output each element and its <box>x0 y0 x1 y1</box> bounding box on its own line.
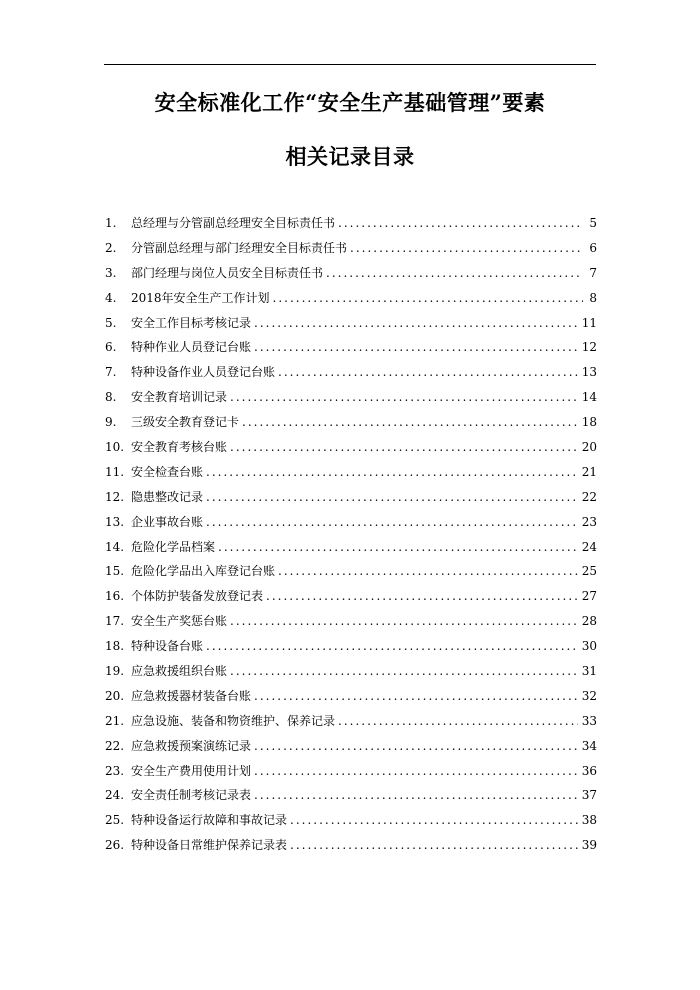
toc-entry-number: 14. <box>105 539 125 554</box>
toc-entry-page: 22 <box>581 489 597 504</box>
toc-entry-number: 16. <box>105 589 125 604</box>
toc-dot-leader <box>230 614 578 628</box>
toc-dot-leader <box>254 316 578 330</box>
toc-entry-title: 企业事故台账 <box>131 514 204 529</box>
toc-dot-leader <box>290 813 578 827</box>
toc-dot-leader <box>242 415 578 429</box>
toc-entry[interactable] <box>105 488 597 513</box>
toc-entry-number: 2. <box>105 240 117 255</box>
toc-entry[interactable] <box>105 413 597 438</box>
toc-entry-title: 特种设备作业人员登记台账 <box>131 365 276 380</box>
toc-entry-number: 9. <box>105 415 117 430</box>
toc-entry-number: 26. <box>105 838 125 853</box>
toc-entry[interactable] <box>105 314 597 339</box>
toc-entry[interactable] <box>105 363 597 388</box>
toc-dot-leader <box>254 788 578 802</box>
toc-entry-page: 27 <box>581 589 597 604</box>
toc-entry-title: 总经理与分管副总经理安全目标责任书 <box>131 216 336 230</box>
toc-entry-number: 24. <box>105 788 125 803</box>
toc-entry-page: 33 <box>581 713 597 728</box>
toc-entry-title: 个体防护装备发放登记表 <box>131 589 264 604</box>
document-title: 安全标准化工作“安全生产基础管理”要素 <box>154 90 546 115</box>
toc-entry-number: 5. <box>105 315 117 330</box>
toc-entry-page: 20 <box>581 440 597 455</box>
toc-entry[interactable] <box>105 612 597 637</box>
toc-entry-number: 18. <box>105 639 125 654</box>
toc-dot-leader <box>278 365 578 379</box>
toc-dot-leader <box>273 291 583 305</box>
toc-entry[interactable] <box>105 239 597 264</box>
toc-entry-title: 应急设施、装备和物资维护、保养记录 <box>131 713 336 728</box>
toc-entry-page: 39 <box>581 838 597 853</box>
toc-dot-leader <box>206 639 578 653</box>
toc-entry-page: 7 <box>589 265 597 280</box>
toc-entry-number: 8. <box>105 390 117 405</box>
toc-entry-page: 37 <box>581 788 597 803</box>
toc-entry-number: 23. <box>105 763 125 778</box>
toc-entry[interactable] <box>105 811 597 836</box>
toc-entry-title: 安全教育培训记录 <box>131 390 228 405</box>
toc-entry[interactable] <box>105 662 597 687</box>
toc-entry-number: 3. <box>105 265 117 280</box>
toc-entry[interactable] <box>105 463 597 488</box>
toc-entry-title: 特种作业人员登记台账 <box>131 340 252 355</box>
toc-entry-page: 21 <box>581 464 597 479</box>
toc-entry-title: 安全生产奖惩台账 <box>131 614 228 629</box>
toc-dot-leader <box>290 838 578 852</box>
toc-dot-leader <box>254 739 578 753</box>
toc-entry-title: 应急救援组织台账 <box>131 664 228 679</box>
toc-entry-page: 28 <box>581 614 597 629</box>
toc-entry-number: 21. <box>105 713 125 728</box>
toc-entry-title: 部门经理与岗位人员安全目标责任书 <box>131 265 324 280</box>
toc-dot-leader <box>254 340 578 354</box>
toc-entry[interactable] <box>105 214 597 239</box>
toc-entry-number: 10. <box>105 440 125 455</box>
toc-entry-title: 2018年安全生产工作计划 <box>131 290 270 305</box>
toc-entry-page: 38 <box>581 813 597 828</box>
toc-dot-leader <box>230 390 578 404</box>
toc-entry-page: 6 <box>589 240 597 255</box>
header-rule <box>104 64 596 65</box>
toc-entry-page: 5 <box>589 216 597 230</box>
document-subtitle: 相关记录目录 <box>285 144 415 169</box>
toc-entry-number: 20. <box>105 688 125 703</box>
toc-entry[interactable] <box>105 438 597 463</box>
toc-dot-leader <box>230 664 578 678</box>
toc-entry-title: 安全工作目标考核记录 <box>131 315 252 330</box>
toc-entry-number: 7. <box>105 365 117 380</box>
toc-entry-title: 应急救援器材装备台账 <box>131 688 252 703</box>
toc-dot-leader <box>338 216 583 230</box>
toc-entry-page: 31 <box>581 664 597 679</box>
toc-entry-page: 36 <box>581 763 597 778</box>
toc-dot-leader <box>254 764 578 778</box>
toc-entry-page: 13 <box>581 365 597 380</box>
toc-entry-title: 安全生产费用使用计划 <box>131 763 252 778</box>
toc-entry-title: 三级安全教育登记卡 <box>131 415 240 430</box>
toc-entry-number: 22. <box>105 738 125 753</box>
toc-entry-title: 特种设备运行故障和事故记录 <box>131 813 288 828</box>
toc-entry[interactable] <box>105 712 597 737</box>
toc-entry-title: 安全教育考核台账 <box>131 440 228 455</box>
toc-dot-leader <box>254 689 578 703</box>
toc-entry[interactable] <box>105 587 597 612</box>
toc-entry-title: 分管副总经理与部门经理安全目标责任书 <box>131 240 348 255</box>
toc-entry-title: 特种设备日常维护保养记录表 <box>131 838 288 853</box>
toc-entry-page: 11 <box>581 315 597 330</box>
toc-dot-leader <box>338 714 578 728</box>
toc-dot-leader <box>266 589 578 603</box>
toc-entry-number: 1. <box>105 216 117 230</box>
toc-entry-title: 危险化学品出入库登记台账 <box>131 564 276 579</box>
toc-dot-leader <box>218 540 578 554</box>
toc-entry-page: 8 <box>589 290 597 305</box>
toc-entry-page: 34 <box>581 738 597 753</box>
toc-entry[interactable] <box>105 737 597 762</box>
toc-entry[interactable] <box>105 786 597 811</box>
toc-entry[interactable] <box>105 762 597 787</box>
toc-entry-page: 32 <box>581 688 597 703</box>
toc-entry-page: 12 <box>581 340 597 355</box>
toc-entry-number: 11. <box>105 464 125 479</box>
toc-entry-title: 隐患整改记录 <box>131 489 204 504</box>
toc-entry-number: 12. <box>105 489 125 504</box>
toc-entry[interactable] <box>105 836 597 861</box>
toc-entry-title: 特种设备台账 <box>131 639 204 654</box>
toc-entry[interactable] <box>105 388 597 413</box>
toc-entry[interactable] <box>105 562 597 587</box>
toc-entry[interactable] <box>105 538 597 563</box>
toc-entry-page: 14 <box>581 390 597 405</box>
toc-entry-number: 17. <box>105 614 125 629</box>
toc-entry-page: 23 <box>581 514 597 529</box>
toc-entry-number: 25. <box>105 813 125 828</box>
toc-entry[interactable] <box>105 637 597 662</box>
toc-dot-leader <box>206 490 578 504</box>
toc-entry-title: 安全责任制考核记录表 <box>131 788 252 803</box>
toc-entry-number: 13. <box>105 514 125 529</box>
table-of-contents <box>105 214 597 861</box>
toc-entry-title: 安全检查台账 <box>131 464 204 479</box>
toc-dot-leader <box>230 440 578 454</box>
toc-entry-title: 应急救援预案演练记录 <box>131 738 252 753</box>
toc-entry-number: 6. <box>105 340 117 355</box>
toc-entry[interactable] <box>105 513 597 538</box>
toc-entry[interactable] <box>105 687 597 712</box>
toc-entry[interactable] <box>105 289 597 314</box>
toc-entry-number: 15. <box>105 564 125 579</box>
toc-dot-leader <box>206 465 578 479</box>
toc-dot-leader <box>326 266 583 280</box>
toc-entry-title: 危险化学品档案 <box>131 539 216 554</box>
toc-dot-leader <box>350 241 583 255</box>
toc-entry-page: 24 <box>581 539 597 554</box>
toc-entry-number: 4. <box>105 290 117 305</box>
toc-entry-page: 25 <box>581 564 597 579</box>
toc-entry-number: 19. <box>105 664 125 679</box>
toc-entry-page: 18 <box>581 415 597 430</box>
toc-dot-leader <box>206 515 578 529</box>
toc-entry[interactable] <box>105 338 597 363</box>
toc-entry-page: 30 <box>581 639 597 654</box>
toc-entry[interactable] <box>105 264 597 289</box>
toc-dot-leader <box>278 564 578 578</box>
